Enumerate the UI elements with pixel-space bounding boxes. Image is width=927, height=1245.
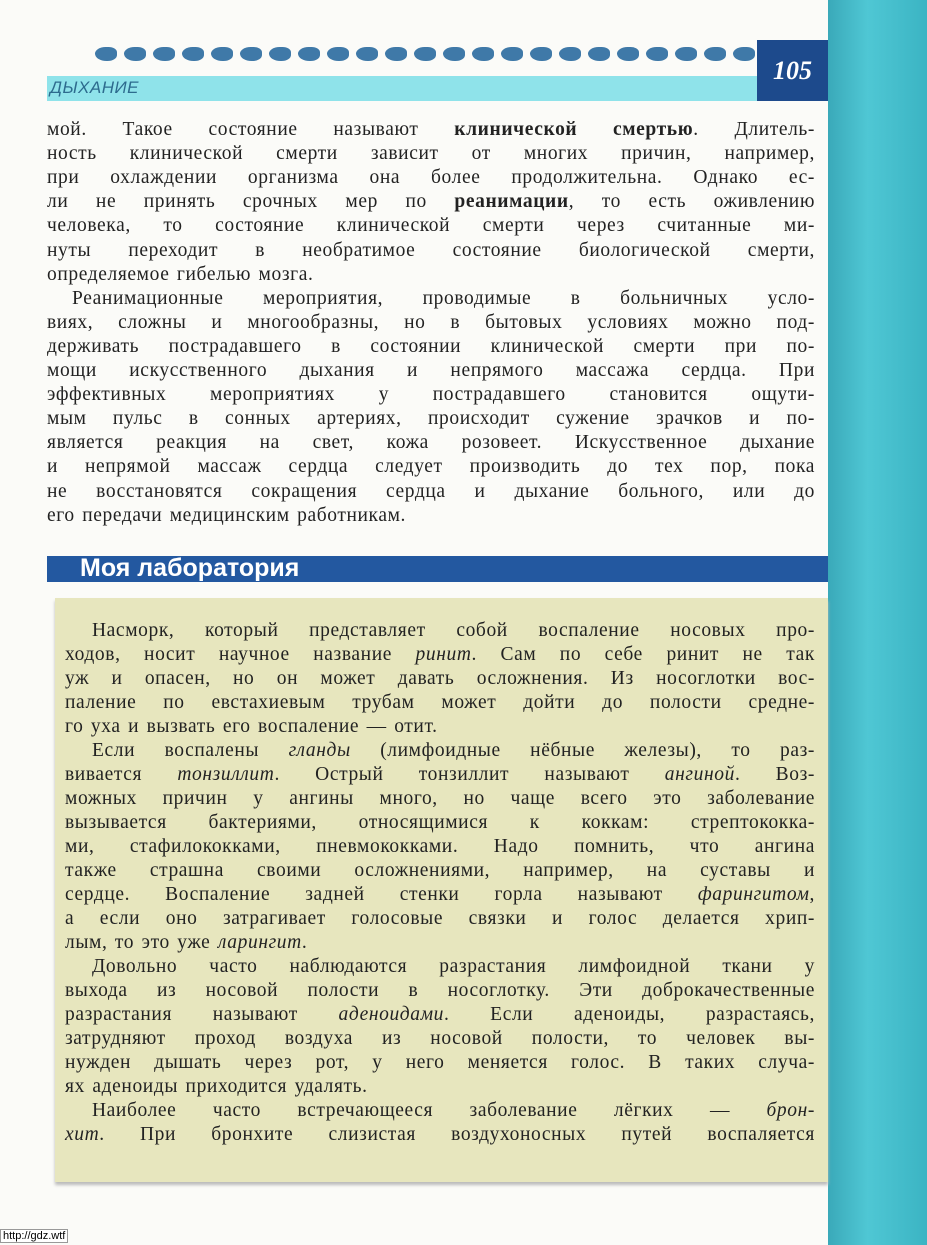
italic-term: брон-: [766, 1100, 815, 1121]
animal-icon: [617, 47, 639, 61]
bold-term: клинической смертью: [454, 119, 694, 140]
text-segment: . Длитель-: [693, 119, 816, 140]
text-segment: его передачи медицинским работникам.: [47, 504, 406, 526]
text-line: [92, 619, 815, 643]
italic-term: ангиной: [664, 764, 735, 785]
text-segment: вызывается бактериями, относящимися к коккам: стрептококка-: [65, 812, 815, 833]
text-segment: паление по евстахиевым трубам может дойти до полости средне-: [65, 692, 815, 713]
animal-icon: [240, 47, 262, 61]
text-segment: ,: [809, 884, 815, 905]
animal-icon: [153, 47, 175, 61]
text-line: [65, 931, 815, 955]
text-line: [65, 907, 815, 931]
text-segment: виях, сложны и многообразны, но в бытовых условиях можно под-: [47, 311, 815, 333]
page-number: 105: [757, 40, 828, 101]
text-segment: является реакция на свет, кожа розовеет. Искусственное дыхание: [47, 432, 815, 454]
text-segment: , то есть оживлению: [568, 191, 815, 213]
animal-icon: [646, 47, 668, 61]
animal-icon: [95, 47, 117, 61]
text-line: [65, 1027, 815, 1051]
text-line: [47, 504, 815, 528]
text-segment: Наиболее часто встречающееся заболевание лёгких —: [92, 1100, 767, 1121]
text-line: [65, 811, 815, 835]
text-segment: . Если аденоиды, разрастаясь,: [444, 1004, 816, 1025]
text-segment: человека, то состояние клинической смерти через считанные ми-: [47, 215, 815, 237]
text-line: [47, 311, 815, 335]
text-line: [47, 214, 815, 238]
text-segment: го уха и вызвать его воспаление — отит.: [65, 716, 438, 737]
text-line: [47, 335, 815, 359]
text-segment: эффективных мероприятиях у пострадавшего становится ощути-: [47, 384, 815, 406]
text-segment: не восстановятся сокращения сердца и дыхание больного, или до: [47, 480, 815, 502]
text-segment: ли не принять срочных мер по: [47, 191, 455, 213]
text-line: [65, 1051, 815, 1075]
animal-icon: [356, 47, 378, 61]
text-line: [47, 190, 815, 214]
text-line: [47, 359, 815, 383]
text-line: [65, 667, 815, 691]
text-line: [47, 263, 815, 287]
text-segment: . Острый тонзиллит называют: [274, 764, 665, 785]
text-line: [47, 455, 815, 479]
animal-icon: [269, 47, 291, 61]
italic-term: хит: [65, 1124, 100, 1145]
italic-term: тонзиллит: [177, 764, 275, 785]
text-line: [65, 1003, 815, 1027]
text-segment: Если воспалены: [92, 740, 289, 761]
text-segment: при охлаждении организма она более продолжительна. Однако ес-: [47, 167, 815, 189]
text-segment: мощи искусственного дыхания и непрямого массажа сердца. При: [47, 360, 815, 381]
text-line: [47, 383, 815, 407]
text-segment: мым пульс в сонных артериях, происходит сужение зрачков и по-: [47, 408, 815, 430]
animal-icon: [327, 47, 349, 61]
italic-term: фарингитом: [697, 884, 810, 905]
lab-heading: Моя лаборатория: [80, 554, 300, 582]
animal-icon: [559, 47, 581, 61]
text-segment: а если оно затрагивает голосовые связки и голос делается хрип-: [65, 908, 815, 929]
text-segment: определяемое гибелью мозга.: [47, 263, 314, 285]
text-segment: уж и опасен, но он может давать осложнения. Из носоглотки вос-: [65, 668, 815, 689]
watermark: http://gdz.wtf: [0, 1229, 68, 1243]
text-segment: разрастания называют: [65, 1004, 339, 1025]
text-line: [65, 1075, 815, 1099]
animal-icon: [530, 47, 552, 61]
text-segment: . Сам по себе ринит не так: [471, 644, 815, 665]
text-segment: лым, то это уже: [65, 932, 218, 953]
italic-term: аденоидами: [338, 1004, 445, 1025]
text-segment: нужден дышать через рот, у него меняется голос. В таких случа-: [65, 1052, 815, 1073]
text-segment: мой. Такое состояние называют: [47, 119, 455, 140]
animal-icon: [733, 47, 755, 61]
text-line: [65, 643, 815, 667]
animal-icon: [443, 47, 465, 61]
text-line: [47, 166, 815, 190]
text-segment: можных причин у ангины много, но чаще всего это заболевание: [65, 788, 815, 809]
text-line: [92, 1099, 815, 1123]
animal-icon: [385, 47, 407, 61]
text-segment: вивается: [65, 764, 178, 785]
text-line: [65, 787, 815, 811]
section-title: ДЫХАНИЕ: [50, 78, 139, 97]
animal-icon: [704, 47, 726, 61]
animal-icon: [414, 47, 436, 61]
text-segment: . Воз-: [734, 764, 815, 785]
section-header-band: [47, 76, 757, 101]
text-line: [47, 118, 815, 142]
text-line: [47, 407, 815, 431]
text-line: [92, 739, 815, 763]
text-segment: затрудняют проход воздуха из носовой полости, то человек вы-: [65, 1028, 815, 1049]
text-segment: (лимфоидные нёбные железы), то раз-: [350, 740, 815, 761]
text-segment: .: [301, 932, 308, 953]
text-line: [65, 715, 815, 739]
page-edge-strip: [828, 0, 927, 1245]
animal-icon: [675, 47, 697, 61]
text-line: [65, 763, 815, 787]
animal-icon: [472, 47, 494, 61]
text-segment: Реанимационные мероприятия, проводимые в больничных усло-: [72, 287, 815, 309]
text-segment: также страшна своими осложнениями, например, на суставы и: [65, 860, 815, 881]
text-line: [65, 1123, 815, 1147]
text-segment: выхода из носовой полости в носоглотку. Эти доброкачественные: [65, 980, 815, 1001]
text-line: [72, 287, 815, 311]
text-line: [47, 142, 815, 166]
text-segment: ходов, носит научное название: [65, 644, 416, 665]
animal-icon: [588, 47, 610, 61]
text-line: [65, 859, 815, 883]
animal-silhouettes-icon: [95, 42, 755, 66]
animal-icon: [182, 47, 204, 61]
text-segment: ность клинической смерти зависит от многих причин, например,: [47, 143, 815, 165]
text-segment: . При бронхите слизистая воздухоносных путей воспаляется: [99, 1124, 815, 1145]
text-line: [65, 691, 815, 715]
text-segment: нуты переходит в необратимое состояние биологической смерти,: [47, 239, 815, 261]
text-segment: держивать пострадавшего в состоянии клинической смерти при по-: [47, 335, 815, 357]
italic-term: гланды: [288, 740, 351, 761]
text-line: [47, 480, 815, 504]
text-segment: ях аденоиды приходится удалять.: [65, 1076, 368, 1097]
italic-term: ринит: [415, 644, 472, 665]
text-line: [47, 239, 815, 263]
bold-term: реанимации: [454, 191, 569, 213]
animal-icon: [124, 47, 146, 61]
text-segment: и непрямой массаж сердца следует производить до тех пор, пока: [47, 456, 815, 478]
text-segment: сердце. Воспаление задней стенки горла называют: [65, 884, 698, 905]
text-line: [47, 431, 815, 455]
text-segment: Довольно часто наблюдаются разрастания лимфоидной ткани у: [92, 956, 815, 977]
animal-icon: [211, 47, 233, 61]
animal-icon: [501, 47, 523, 61]
text-line: [65, 979, 815, 1003]
italic-term: ларингит: [217, 932, 302, 953]
text-segment: ми, стафилококками, пневмококками. Надо помнить, что ангина: [65, 836, 815, 857]
animal-icon: [298, 47, 320, 61]
text-segment: Насморк, который представляет собой воспаление носовых про-: [92, 620, 815, 641]
text-line: [92, 955, 815, 979]
text-line: [65, 883, 815, 907]
text-line: [65, 835, 815, 859]
